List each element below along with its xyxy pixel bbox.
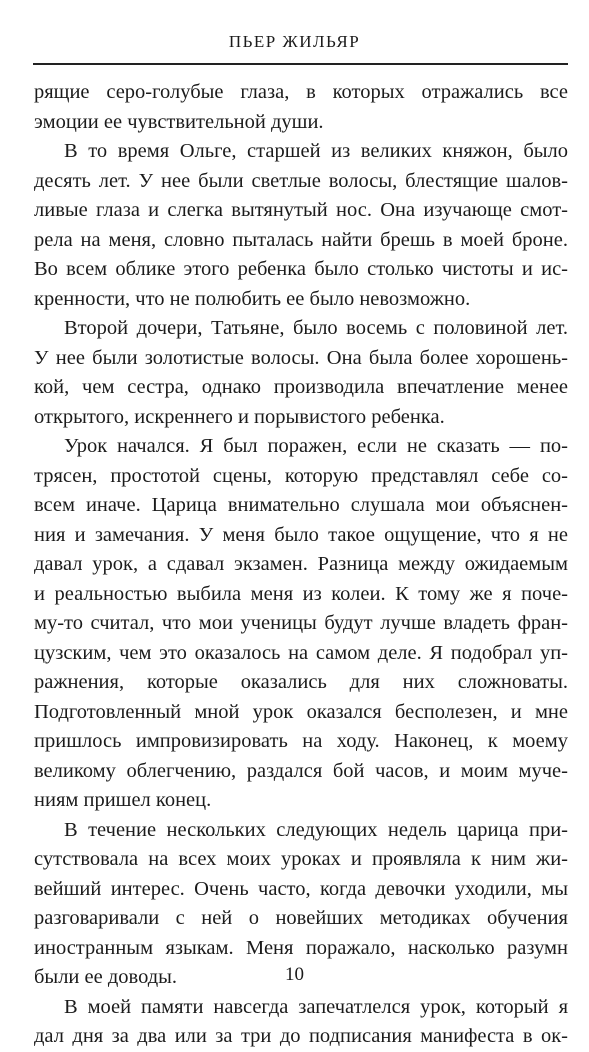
header-rule: [33, 63, 568, 65]
text-line: трясен, простотой сцены, которую представлял себе со-: [34, 464, 568, 487]
text-line: великому облегчению, раздался бой часов, и моим муче-: [34, 759, 568, 782]
text-line: разговаривали с ней о новейших методиках обучения: [34, 907, 568, 929]
text-line: эмоции ее чувствительной души.: [34, 110, 324, 133]
text-line: цузским, чем это оказалось на самом деле. Я подобрал уп-: [34, 641, 568, 664]
text-line: В то время Ольге, старшей из великих княжон, было: [64, 140, 568, 162]
text-line: и реальностью выбила меня из колеи. К тому же я поче-: [34, 582, 568, 605]
text-line: кой, чем сестра, однако производила впечатление менее: [34, 376, 568, 398]
text-line: всем иначе. Царица внимательно слушала мои объяснен-: [34, 494, 568, 516]
text-line: Урок начался. Я был поражен, если не сказать — по-: [64, 435, 568, 457]
text-line: У нее были золотистые волосы. Она была более хорошень-: [34, 346, 568, 369]
text-line: ливые глаза и слегка вытянутый нос. Она изучающе смот-: [34, 199, 568, 221]
text-line: Второй дочери, Татьяне, было восемь с половиной лет.: [64, 317, 568, 339]
text-line: десять лет. У нее были светлые волосы, блестящие шалов-: [34, 169, 568, 192]
text-line: Во всем облике этого ребенка было столько чистоты и ис-: [34, 258, 568, 280]
text-line: сутствовала на всех моих уроках и проявляла к ним жи-: [34, 848, 568, 870]
text-line: ражнения, которые оказались для них сложноваты.: [34, 671, 568, 693]
text-line: иностранным языкам. Меня поражало, насколько разумн: [34, 936, 568, 959]
text-line: В моей памяти навсегда запечатлелся урок, который я: [64, 995, 568, 1018]
text-line: ния и замечания. У меня было такое ощущение, что я не: [34, 523, 568, 546]
running-title: ПЬЕР ЖИЛЬЯР: [228, 32, 361, 51]
text-line: вейший интерес. Очень часто, когда девочки уходили, мы: [34, 877, 568, 900]
text-line: дал дня за два или за три до подписания манифеста в ок-: [34, 1025, 568, 1047]
text-line: пришлось импровизировать на ходу. Наконец, к моему: [34, 730, 568, 752]
text-line: рящие серо-голубые глаза, в которых отражались все: [34, 81, 568, 103]
body-text: [34, 78, 568, 1052]
page-number: 10: [285, 964, 304, 985]
text-line: Подготовленный мной урок оказался бесполезен, и мне: [34, 700, 568, 723]
text-line: ниям пришел конец.: [34, 789, 212, 811]
text-line: кренности, что не полюбить ее было невозможно.: [34, 287, 471, 310]
text-line: были ее доводы.: [34, 966, 178, 988]
text-line: рела на меня, словно пыталась найти брешь в моей броне.: [34, 228, 568, 251]
text-line: В течение нескольких следующих недель царица при-: [64, 818, 568, 841]
text-line: давал урок, а сдавал экзамен. Разница между ожидаемым: [34, 553, 568, 575]
text-line: му-то считал, что мои ученицы будут лучше владеть фран-: [34, 612, 568, 634]
text-line: открытого, искреннего и порывистого ребенка.: [34, 405, 445, 428]
